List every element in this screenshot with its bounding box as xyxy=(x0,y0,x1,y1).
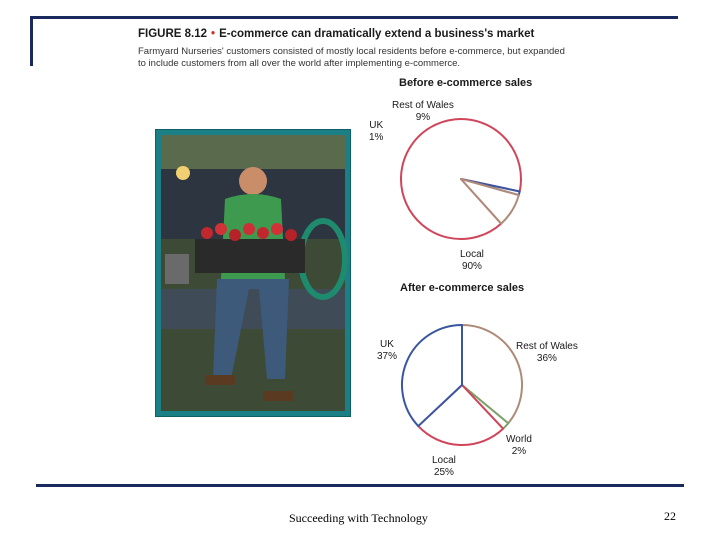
after-label-uk-name: UK xyxy=(380,339,394,350)
after-chart-title: After e-commerce sales xyxy=(400,282,525,294)
before-label-local-name: Local xyxy=(460,249,484,260)
figure-title-text: E-commerce can dramatically extend a business's market xyxy=(219,28,535,40)
photo-illustration xyxy=(155,129,351,417)
figure-number: FIGURE 8.12 xyxy=(138,28,208,40)
photo-left-boot xyxy=(205,375,235,385)
after-label-rest-of-wales-name: Rest of Wales xyxy=(516,341,578,352)
before-label-local xyxy=(460,249,484,273)
after-label-local xyxy=(432,455,456,479)
photo-flower-pot xyxy=(165,254,189,284)
after-label-rest-of-wales xyxy=(516,341,578,365)
figure-title xyxy=(138,28,578,40)
before-label-rest-of-wales-value: 9% xyxy=(415,112,431,123)
slide-left-rule xyxy=(30,16,33,66)
page-number: 22 xyxy=(664,509,676,523)
figure-panel xyxy=(133,22,581,480)
photo-right-boot xyxy=(263,391,293,401)
after-label-local-name: Local xyxy=(432,455,456,466)
before-label-uk xyxy=(369,120,383,144)
after-label-uk xyxy=(377,339,397,363)
after-pie-chart xyxy=(400,323,524,447)
before-label-local-value: 90% xyxy=(461,261,482,272)
before-label-uk-name: UK xyxy=(369,120,384,131)
before-chart-title: Before e-commerce sales xyxy=(399,77,533,89)
slide-bottom-rule xyxy=(36,484,684,487)
before-label-rest-of-wales-name: Rest of Wales xyxy=(392,100,454,111)
after-label-local-value: 25% xyxy=(433,467,454,478)
title-bullet-icon: • xyxy=(211,28,216,40)
before-label-uk-value: 1% xyxy=(369,132,384,143)
after-label-world xyxy=(506,434,532,458)
before-pie-chart xyxy=(399,117,523,241)
before-label-rest-of-wales xyxy=(392,100,454,124)
after-label-rest-of-wales-value: 36% xyxy=(536,353,557,364)
slide-top-rule xyxy=(30,16,678,19)
footer-course-title: Succeeding with Technology xyxy=(289,511,428,525)
after-label-world-name: World xyxy=(506,434,532,445)
after-label-world-value: 2% xyxy=(511,446,527,457)
nursery-owner-photo xyxy=(155,129,351,417)
photo-head xyxy=(239,167,267,195)
after-label-uk-value: 37% xyxy=(377,351,398,362)
photo-plant-tray xyxy=(195,239,305,273)
figure-caption: Farmyard Nurseries' customers consisted of mostly local residents before e-commerce, but expanded to include customers from all over the world after implementing e-commerce. xyxy=(138,46,565,69)
